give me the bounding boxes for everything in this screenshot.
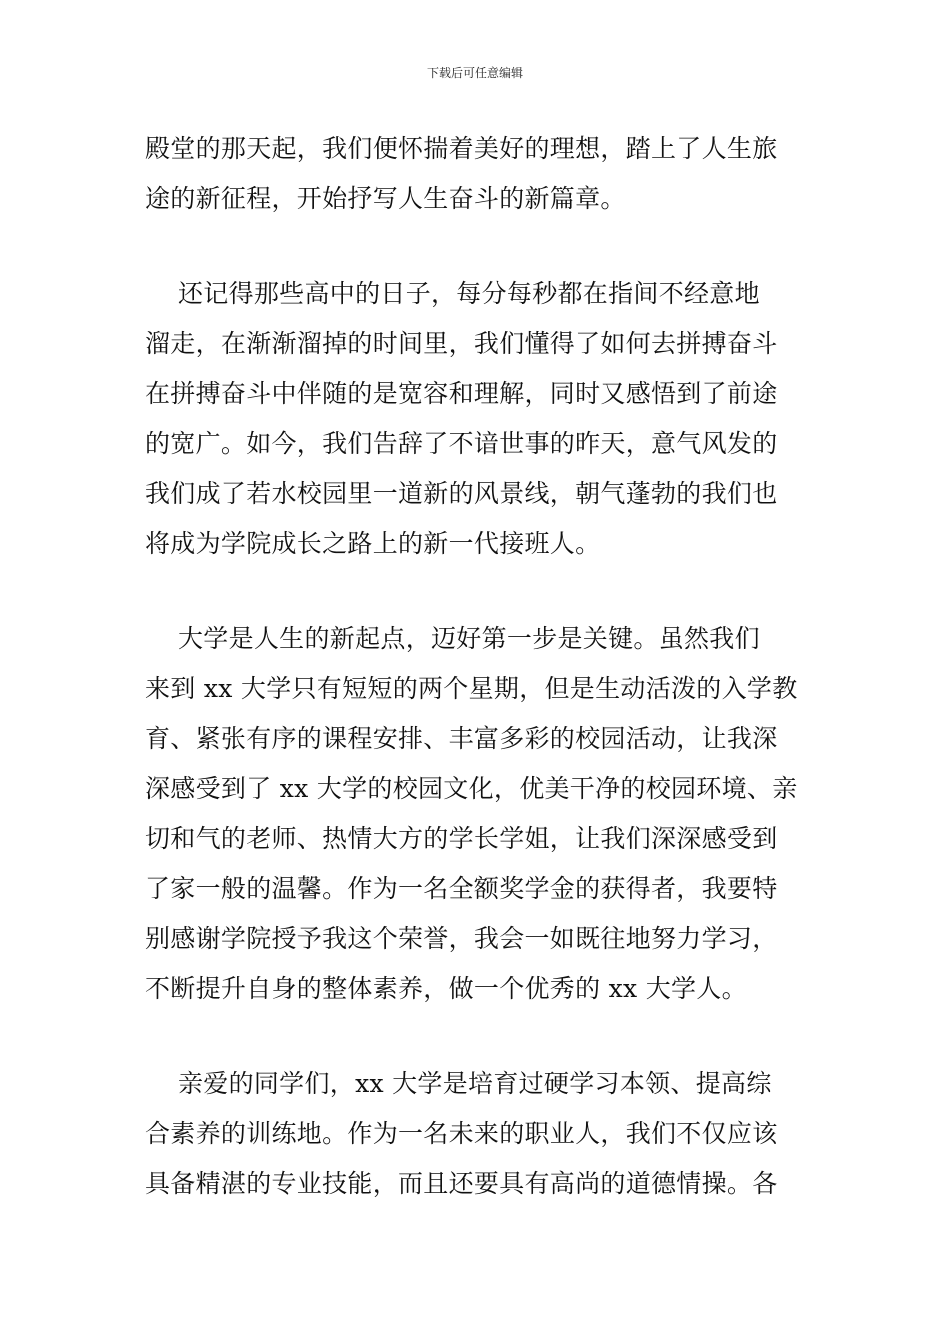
text-line: 合素养的训练地。作为一名未来的职业人，我们不仅应该 [145, 1119, 778, 1148]
paragraph-3 [145, 614, 810, 1014]
text-line: 亲爱的同学们，xx 大学是培育过硬学习本领、提高综 [145, 1069, 772, 1098]
text-line: 大学是人生的新起点，迈好第一步是关键。虽然我们 [145, 624, 760, 653]
text-line: 具备精湛的专业技能，而且还要具有高尚的道德情操。各 [145, 1169, 778, 1198]
text-line: 途的新征程，开始抒写人生奋斗的新篇章。 [145, 184, 626, 213]
text-line: 我们成了若水校园里一道新的风景线，朝气蓬勃的我们也 [145, 479, 778, 508]
paragraph-2 [145, 269, 810, 569]
paragraph-4 [145, 1059, 810, 1209]
text-line: 不断提升自身的整体素养，做一个优秀的 xx 大学人。 [145, 974, 747, 1003]
text-line: 深感受到了 xx 大学的校园文化，优美干净的校园环境、亲 [145, 774, 798, 803]
document-body [145, 124, 810, 1209]
text-line: 将成为学院成长之路上的新一代接班人。 [145, 529, 601, 558]
text-line: 来到 xx 大学只有短短的两个星期，但是生动活泼的入学教 [145, 674, 798, 703]
page-header: 下载后可任意编辑 [426, 66, 523, 80]
text-line: 溜走，在渐渐溜掉的时间里，我们懂得了如何去拼搏奋斗 [145, 329, 778, 358]
paragraph-1 [145, 124, 810, 224]
text-line: 育、紧张有序的课程安排、丰富多彩的校园活动，让我深 [145, 724, 778, 753]
text-line: 殿堂的那天起，我们便怀揣着美好的理想，踏上了人生旅 [145, 134, 778, 163]
text-line: 在拼搏奋斗中伴随的是宽容和理解，同时又感悟到了前途 [145, 379, 778, 408]
text-line: 了家一般的温馨。作为一名全额奖学金的获得者，我要特 [145, 874, 778, 903]
text-line: 的宽广。如今，我们告辞了不谙世事的昨天，意气风发的 [145, 429, 778, 458]
text-line: 还记得那些高中的日子，每分每秒都在指间不经意地 [145, 279, 760, 308]
text-line: 别感谢学院授予我这个荣誉，我会一如既往地努力学习， [145, 924, 778, 953]
text-line: 切和气的老师、热情大方的学长学姐，让我们深深感受到 [145, 824, 778, 853]
